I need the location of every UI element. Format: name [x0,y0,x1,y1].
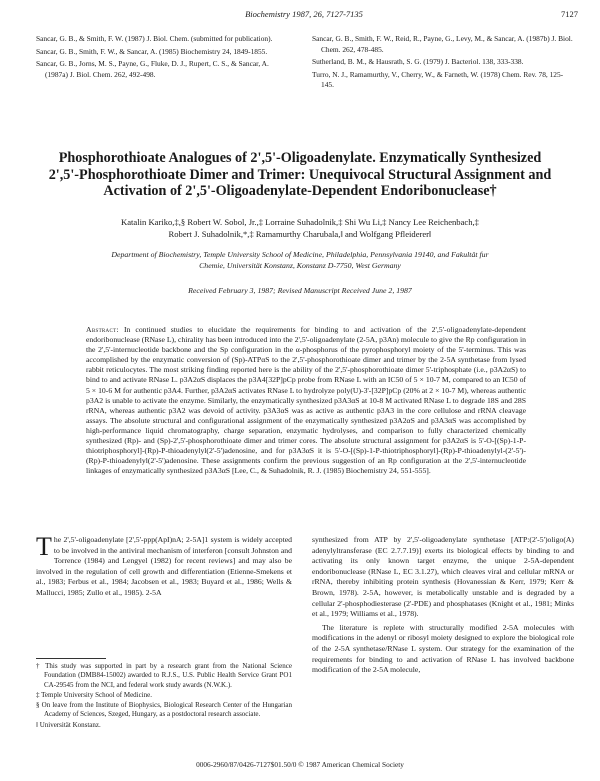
drop-cap: T [36,532,52,561]
reference-entry: Sancar, G. B., Smith, F. W., & Sancar, A. (1985) Biochemistry 24, 1849-1855. [36,46,268,56]
affiliation-line: Chemie, Universität Konstanz, Konstanz D-7750, West Germany [199,260,401,270]
references-left-column [36,34,288,82]
journal-citation: Biochemistry 1987, 26, 7127-7135 [245,9,363,19]
footnote: ‖ Universität Konstanz. [36,720,101,729]
page-number: 7127 [561,9,578,19]
footnotes [36,662,292,731]
reference-entry: Sutherland, B. M., & Hausrath, S. G. (1979) J. Bacteriol. 138, 333-338. [312,57,524,67]
title-line: Phosphorothioate Analogues of 2',5'-Oligoadenylate. Enzymatically Synthesized [58,150,542,166]
paper-title [40,150,560,200]
abstract-text: In continued studies to elucidate the requirements for binding to and activation of the 2',5'-oligoadenylate-dependent endoribonuclease (RNase L), chirality has been introduced into the 2',5'-oligoadenylate (2-5A, p3An) molecule to give the Rp configuration in the 2',5'-internucleotide backbone and the Sp configuration in the α-phosphorus of the pyrophosphoryl moiety of the 5'-terminus. This was accomplished by the enzymatic conversion of (Sp)-ATPαS to the 2',5'-phosphorothioate dimer and trimer by the 2-5A synthetase from lysed rabbit reticulocytes. The most striking finding reported here is the ability of the 2',5'-phosphorothioate dimer 5'-triphosphate (i.e., p3A2αS) to bind to and activate RNase L. p3A2αS displaces the p3A4[32P]pCp probe from RNase L with an IC50 of 5 × 10-7 M, compared to an IC50 of 5 × 10-6 M for authentic p3A4. Further, p3A2αS activates RNase L to hydrolyze poly(U)-3'-[32P]pCp (20% at 2 × 10-7 M), whereas authentic p3A2 is unable to activate the enzyme. Similarly, the enzymatically synthesized p3A3αS at 10-8 M activated RNase L to degrade 18S and 28S rRNA, whereas authentic p3A2 was devoid of activity. p3A3αS was as active as authentic p3A3 in the core cellulose and rRNA cleavage assays. The absolute structural and configurational assignment of the enzymatically synthesized p3A2αS and p3A3αS was accomplished by high-performance liquid chromatography, charge separation, enzymatic hydrolyses, and comparison to fully characterized chemically synthesized (Rp)- and (Sp)-2',5'-phosphorothioate dimer and trimer cores. The absolute structural assignment for p3A2αS is 5'-O-[(Sp)-1-P-thiotriphosphoryl]-(Rp)-P-thioadenylyl(2'-5')adenosine, and for p3A3αS it is 5'-O-[(Sp)-1-P-thiotriphosphoryl]-(Rp)-P-thioadenylyl-(2'-5')-(Rp)-P-thioadenylyl(2'-5')adenosine. These assignments confirm the previous suggestion of an Rp configuration at the 2',5'-internucleotide linkages of enzymatically synthesized p3A3αS [Lee, C., & Suhadolnik, R. J. (1985) Biochemistry 24, 551-555]. [86,325,526,476]
footnote: † This study was supported in part by a research grant from the National Science Foundation (DMB84-15002) awarded to R.J.S., U.S. Public Health Service Grant PO1 CA-29545 from the NCI, and federal work study awards (N.W.K.). [36,662,292,689]
affiliation [64,250,536,271]
intro-paragraph: he 2',5'-oligoadenylate [2',5'-ppp(ApI)nA; 2-5A]1 system is widely accepted to be involved in the antiviral mechanism of interferon [consult Johnston and Torrence (1984) and Lengyel (1982) for recent reviews] and may also be involved in the regulation of cell growth and differentiation (Etienne-Smekens et al., 1983; Ferbus et al., 1984; Jacobsen et al., 1983; Buyard et al., 1986; Wells & Mallucci, 1985; Zullo et al., 1985). 2-5A [36,535,292,597]
footnote: ‡ Temple University School of Medicine. [36,690,153,699]
title-line: Activation of 2',5'-Oligoadenylate-Dependent Endoribonuclease† [103,183,497,199]
body-right-column [312,535,574,676]
author-list [60,217,540,240]
title-line: 2',5'-Phosphorothioate Dimer and Trimer: Unequivocal Structural Assignment and [48,166,552,183]
author-line: Katalin Kariko,‡,§ Robert W. Sobol, Jr.,‡ Lorraine Suhadolnik,‡ Shi Wu Li,‡ Nancy Lee Reichenbach,‡ [121,217,479,227]
reference-entry: Sancar, G. B., Smith, F. W., Reid, R., Payne, G., Levy, M., & Sancar, A. (1987b) J. Biol. Chem. 262, 478-485. [312,34,573,54]
reference-entry: Sancar, G. B., & Smith, F. W. (1987) J. Biol. Chem. (submitted for publication). [36,34,273,43]
body-paragraph: The literature is replete with structurally modified 2-5A molecules with modifications in the adenyl or ribosyl moiety designed to explore the biological role of the 2-5A synthetase/RNase L system. Our strategy for the examination of the requirements for binding to and activation of RNase L has involved backbone modification of the 2-5A molecule, [312,622,574,675]
footnote: § On leave from the Institute of Biophysics, Biological Research Center of the Hungarian Academy of Sciences, Szeged, Hungary, as a postdoctoral research associate. [36,701,292,719]
received-dates: Received February 3, 1987; Revised Manuscript Received June 2, 1987 [188,286,412,295]
abstract [86,325,526,476]
abstract-label: Abstract: [86,325,119,334]
body-paragraph: synthesized from ATP by 2',5'-oligoadenylate synthetase [ATP:(2'-5')oligo(A) adenylyltransferase (EC 2.7.7.19)] exerts its biological effects by binding to and activating its only known target enzyme, the unique 2-5A-dependent endoribonuclease (RNase L, EC 3.1.27), which cleaves viral and cellular mRNA or rRNA, thereby inhibiting protein synthesis (Hovanessian & Kerr, 1979; Kerr & Brown, 1978). 2-5A, however, is metabolically unstable and is degraded by a cellular 2'-phosphodiesterase (2'-PDE) and phosphatases (Knight et al., 1981; Minks et al., 1979; Williams et al., 1978). [312,535,574,619]
reference-entry: Turro, N. J., Ramamurthy, V., Cherry, W., & Farneth, W. (1978) Chem. Rev. 78, 125-145. [312,69,564,90]
body-left-column [36,532,292,599]
reference-entry: Sancar, G. B., Jorns, M. S., Payne, G., Fluke, D. J., Rupert, C. S., & Sancar, A. (1987a) J. Biol. Chem. 262, 492-498. [36,59,269,79]
affiliation-line: Department of Biochemistry, Temple University School of Medicine, Philadelphia, Pennsylvania 19140, and Fakultät fur [111,250,489,259]
running-head [30,9,578,23]
references-right-column [312,34,574,93]
footnote-divider [36,658,106,659]
author-line: Robert J. Suhadolnik,*,‡ Ramamurthy Charubala,‖ and Wolfgang Pfleiderer‖ [168,228,432,239]
copyright-footer: 0006-2960/87/0426-7127$01.50/0 © 1987 American Chemical Society [196,760,404,769]
